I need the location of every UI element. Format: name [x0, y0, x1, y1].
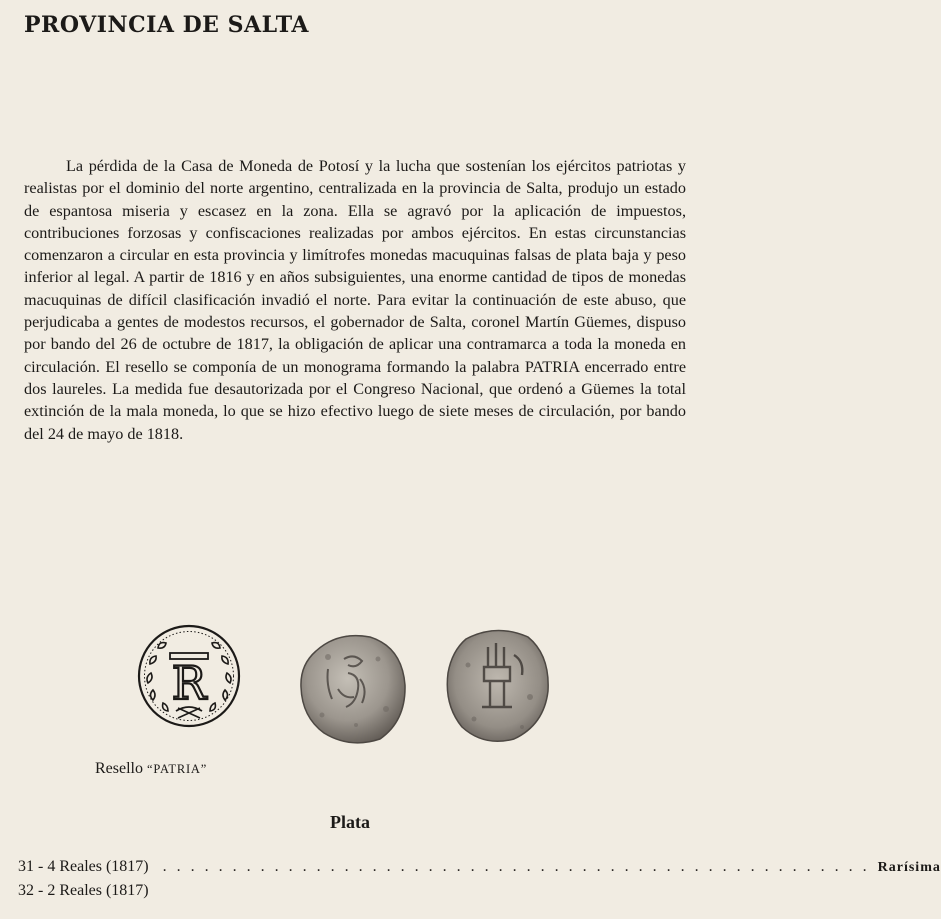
page-title: PROVINCIA DE SALTA: [24, 12, 309, 38]
dot-leader: . . . . . . . . . . . . . . . . . . . . . . . . . . . . . . . . . . . . . . . . . . . . . . . . . . .: [162, 858, 870, 875]
catalog-list: [18, 855, 941, 902]
catalog-entry: [18, 879, 686, 902]
caption-word: “PATRIA”: [147, 762, 208, 776]
section-heading: Plata: [330, 812, 370, 832]
history-paragraph: La pérdida de la Casa de Moneda de Potosí y la lucha que sostenían los ejércitos patriotas y realistas por el dominio del norte argentino, centralizada en la provincia de Salta, produjo un estado de espantosa miseria y escasez en la zona. Ella se agravó por la aplicación de impuestos, contribuciones forzosas y confiscaciones realizadas por ambos ejércitos. En estas circunstancias comenzaron a circular en esta provincia y limítrofes monedas macuquinas falsas de plata baja y peso inferior al legal. A partir de 1816 y en años subsiguientes, una enorme cantidad de tipos de monedas macuquinas de difícil clasificación invadió el norte. Para evitar la continuación de este abuso, que perjudicaba a gentes de modestos recursos, el gobernador de Salta, coronel Martín Güemes, dispuso por bando del 26 de octubre de 1817, la obligación de aplicar una contramarca a toda la moneda en circulación. El resello se componía de un monograma formando la palabra PATRIA encerrado entre dos laureles. La medida fue desautorizada por el Congreso Nacional, que ordenó a Güemes la total extinción de la mala moneda, lo que se hizo efectivo luego de siete meses de circulación, por bando del 24 de mayo de 1818.: [24, 157, 686, 443]
caption-prefix: Resello: [95, 760, 147, 777]
monogram-letter: R: [171, 656, 207, 710]
catalog-entry-text: 31 - 4 Reales (1817): [18, 858, 149, 875]
catalog-entry-text: 32 - 2 Reales (1817): [18, 882, 149, 899]
patria-countermark-illustration: [136, 623, 242, 729]
catalog-entry: [18, 855, 941, 879]
coin-photo-reverse: [444, 625, 552, 745]
rarity-label: Rarísima: [877, 860, 941, 875]
figure-caption: [95, 760, 207, 778]
coin-photo-obverse: [298, 629, 408, 747]
